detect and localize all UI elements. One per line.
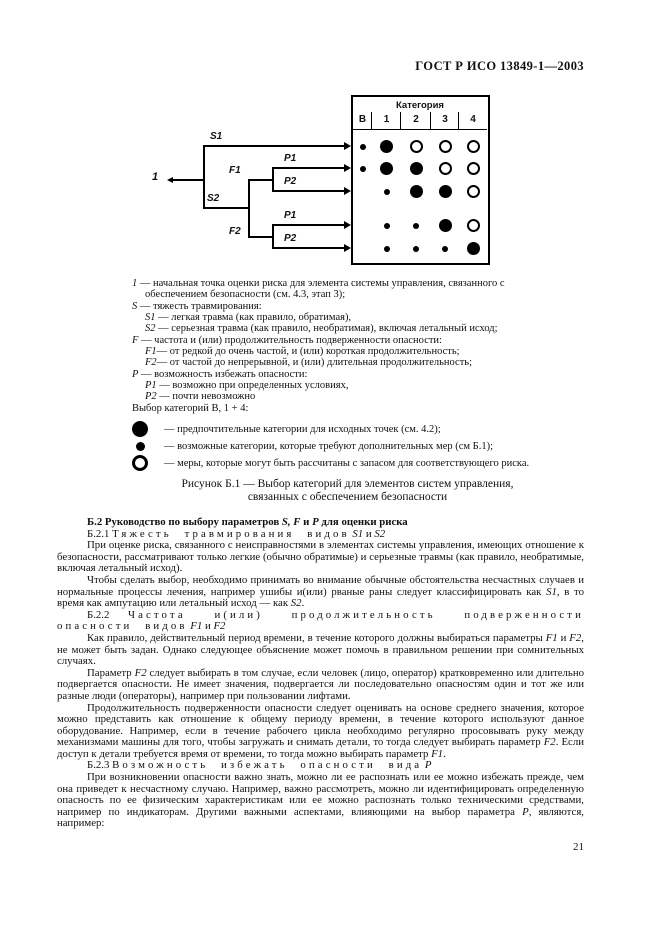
- matrix-cell: [353, 139, 372, 155]
- symbol-legend-text: — возможные категории, которые требуют дополнительных мер (см Б.1);: [164, 440, 493, 452]
- symbol: [360, 144, 366, 150]
- symbol: [439, 140, 452, 153]
- matrix-cell: [431, 161, 459, 177]
- symbol: [467, 140, 480, 153]
- symbol: [413, 223, 419, 229]
- paragraph: Чтобы сделать выбор, необходимо принимать во внимание обычные обстоятельства несчастных случаев и нормальные процессы лечения, например ушибы и(или) рваные раны следует классифицировать как S1, в то время как ампутацию или летальный исход — как S2.: [57, 573, 584, 610]
- column-divider: [458, 112, 460, 129]
- matrix-cell: [372, 218, 401, 234]
- tree-label-f2: F2: [229, 226, 241, 237]
- arrowhead-s1: [344, 142, 351, 150]
- page-number: 21: [573, 841, 584, 853]
- legend-line: S2 — серьезная травма (как правило, необратимая), включая летальный исход;: [145, 323, 498, 335]
- arrowhead-p1-lower: [344, 221, 351, 229]
- symbol: [384, 246, 390, 252]
- figure-caption: [70, 478, 625, 503]
- matrix-cell: [431, 241, 459, 257]
- tree-label-p2-lower: P2: [284, 233, 297, 244]
- tree-label-start: 1: [152, 171, 159, 183]
- symbol: [413, 246, 419, 252]
- figure-legend: [132, 278, 505, 414]
- body-text: [57, 517, 584, 830]
- symbol: [439, 162, 452, 175]
- tree-junction-f: [248, 179, 250, 238]
- tree-line-p1-lower: [272, 224, 344, 226]
- matrix-cell: [459, 161, 487, 177]
- matrix-row: [353, 184, 487, 200]
- matrix-cell: [353, 161, 372, 177]
- symbol: [442, 246, 448, 252]
- symbol-legend: [132, 421, 529, 472]
- header-rule: [353, 129, 487, 131]
- tree-junction-p-lower: [272, 224, 274, 249]
- matrix-cell: [431, 139, 459, 155]
- figure-caption-line2: связанных с обеспечением безопасности: [247, 490, 448, 503]
- column-divider: [400, 112, 402, 129]
- small-filled-circle-icon: [132, 438, 148, 454]
- open-circle-icon: [132, 455, 148, 471]
- section-heading-b22: Б.2.2 Частота и(или) продолжительность подверженности опасности видов F1 и F2: [57, 608, 584, 633]
- matrix-cell: [431, 218, 459, 234]
- matrix-row: [353, 218, 487, 234]
- tree-line-p1-upper: [272, 167, 344, 169]
- paragraph: Параметр F2 следует выбирать в том случае, если человек (лицо, оператор) кратковременно или длительно подвергается опасности. Не имеет значения, подвергается ли последовательно опасностям один и тот же или разные люди (операторы), например при пользовании лифтами.: [57, 666, 584, 702]
- symbol: [410, 185, 423, 198]
- tree-label-s1: S1: [210, 131, 223, 142]
- tree-label-p2-upper: P2: [284, 176, 297, 187]
- symbol: [467, 185, 480, 198]
- figure-caption-line1: Рисунок Б.1 — Выбор категорий для элементов систем управления,: [181, 478, 514, 490]
- matrix-cell: [459, 184, 487, 200]
- matrix-cell: [372, 139, 401, 155]
- matrix-cell: [401, 241, 431, 257]
- matrix-cell: [459, 218, 487, 234]
- symbol-legend-row: [132, 421, 529, 437]
- figure-b1: [0, 0, 661, 270]
- symbol: [410, 162, 423, 175]
- legend-line: F2— от частой до непрерывной, и (или) длительная продолжительность;: [145, 357, 472, 369]
- symbol-legend-row: [132, 455, 529, 471]
- symbol: [439, 219, 452, 232]
- matrix-cell: [372, 241, 401, 257]
- tree-label-f1: F1: [229, 165, 241, 176]
- tree-label-p1-upper: P1: [284, 153, 297, 164]
- paragraph: Как правило, действительный период времени, в течение которого должны выбираться параметры F1 и F2, не может быть задан. Однако следующее объяснение может помочь в правильном решении при сомнительных случаях.: [57, 631, 584, 668]
- symbol: [467, 219, 480, 232]
- paragraph: При возникновении опасности важно знать, можно ли ее распознать или ее можно избежать прежде, чем она приведет к несчастному случаю. Например, важно рассмотреть, можно ли идентифицировать определенную опасность по ее физическим характеристикам или ее можно распознать только техническими средствами, например по индикаторам. Другими важными аспектами, влияющими на выбор параметра Р, являются, например:: [57, 771, 584, 830]
- legend-line: P2 — почти невозможно: [145, 391, 256, 403]
- symbol: [360, 166, 366, 172]
- section-heading-b21: Б.2.1 Тяжесть травмирования видов S1 и S2: [87, 527, 386, 540]
- tree-junction-s: [203, 145, 205, 209]
- arrowhead-p1-upper: [344, 164, 351, 172]
- tree-line-f1: [248, 179, 274, 181]
- legend-line: Выбор категорий В, 1 + 4:: [132, 402, 249, 414]
- tree-line-p2-upper: [272, 190, 344, 192]
- symbol: [380, 140, 393, 153]
- matrix-cell: [401, 184, 431, 200]
- column-header-b: В: [358, 114, 367, 125]
- big-filled-circle-icon: [132, 421, 148, 437]
- standard-number: ГОСТ Р ИСО 13849-1—2003: [415, 59, 584, 73]
- symbol: [439, 185, 452, 198]
- symbol-legend-row: [132, 438, 529, 454]
- legend-line: S — тяжесть травмирования:: [132, 300, 262, 312]
- legend-line: P — возможность избежать опасности:: [132, 368, 308, 380]
- section-heading-b2: Б.2 Руководство по выбору параметров S, F и Р для оценки риска: [87, 516, 408, 528]
- column-header-2: 2: [413, 114, 419, 125]
- tree-label-s2: S2: [207, 193, 220, 204]
- matrix-row: [353, 161, 487, 177]
- legend-line: 1 — начальная точка оценки риска для элемента системы управления, связанного с: [132, 278, 505, 289]
- category-table-title: Категория: [396, 100, 444, 111]
- matrix-cell: [401, 161, 431, 177]
- symbol: [384, 189, 390, 195]
- column-divider: [430, 112, 432, 129]
- matrix-cell: [459, 139, 487, 155]
- legend-line: обеспечением безопасности (см. 4.3, этап 3);: [145, 289, 346, 301]
- legend-line: S1 — легкая травма (как правило, обратимая),: [145, 312, 352, 324]
- column-header-1: 1: [383, 114, 390, 125]
- symbol: [384, 223, 390, 229]
- category-table-header: [353, 113, 487, 126]
- section-heading-b23: Б.2.3 Возможность избежать опасности вида Р: [87, 759, 432, 772]
- symbol: [467, 162, 480, 175]
- tree-line-start: [170, 179, 204, 181]
- matrix-cell: [401, 139, 431, 155]
- matrix-cell: [353, 241, 372, 257]
- arrowhead-p2-lower: [344, 244, 351, 252]
- symbol-legend-text: — предпочтительные категории для исходных точек (см. 4.2);: [164, 423, 441, 435]
- tree-label-p1-lower: P1: [284, 210, 297, 221]
- paragraph: При оценке риска, связанного с неисправностями в элементах системы управления, имеющих отношение к безопасности, рассматривают только легкие (обычно обратимые) и серьезные травмы (как правило, необратимые, включая летальный исход).: [57, 539, 584, 575]
- arrowhead-p2-upper: [344, 187, 351, 195]
- column-header-3: 3: [442, 114, 448, 125]
- legend-line: F1— от редкой до очень частой, и (или) короткая продолжительность;: [145, 346, 460, 358]
- tree-junction-p-upper: [272, 167, 274, 192]
- symbol: [467, 242, 480, 255]
- category-table: [351, 95, 490, 265]
- column-divider: [371, 112, 373, 129]
- tree-line-f2: [248, 236, 274, 238]
- matrix-cell: [372, 161, 401, 177]
- column-header-4: 4: [470, 114, 476, 125]
- matrix-cell: [459, 241, 487, 257]
- symbol: [380, 162, 393, 175]
- matrix-row: [353, 139, 487, 155]
- paragraph: Продолжительность подверженности опасности следует оценивать на основе среднего значения, которое можно представить как отношение к общему периоду времени, в течение которого используют данное оборудование. Например, если в течение рабочего цикла необходимо регулярно просовывать руку между механизмами машины для того, чтобы загружать и снимать детали, то тогда следует выбирать параметр F2. Если доступ к детали требуется время от времени, то тогда можно выбирать параметр F1.: [57, 701, 585, 760]
- symbol-legend-text: — меры, которые могут быть рассчитаны с запасом для соответствующего риска.: [164, 457, 530, 469]
- symbol: [410, 140, 423, 153]
- matrix-cell: [353, 218, 372, 234]
- matrix-cell: [353, 184, 372, 200]
- matrix-cell: [401, 218, 431, 234]
- matrix-cell: [431, 184, 459, 200]
- legend-line: P1 — возможно при определенных условиях,: [145, 380, 349, 392]
- tree-line-s1: [203, 145, 344, 147]
- matrix-cell: [372, 184, 401, 200]
- tree-line-p2-lower: [272, 247, 344, 249]
- matrix-row: [353, 241, 487, 257]
- legend-line: F — частота и (или) продолжительность подверженности опасности:: [132, 334, 442, 346]
- tree-line-s2: [203, 207, 250, 209]
